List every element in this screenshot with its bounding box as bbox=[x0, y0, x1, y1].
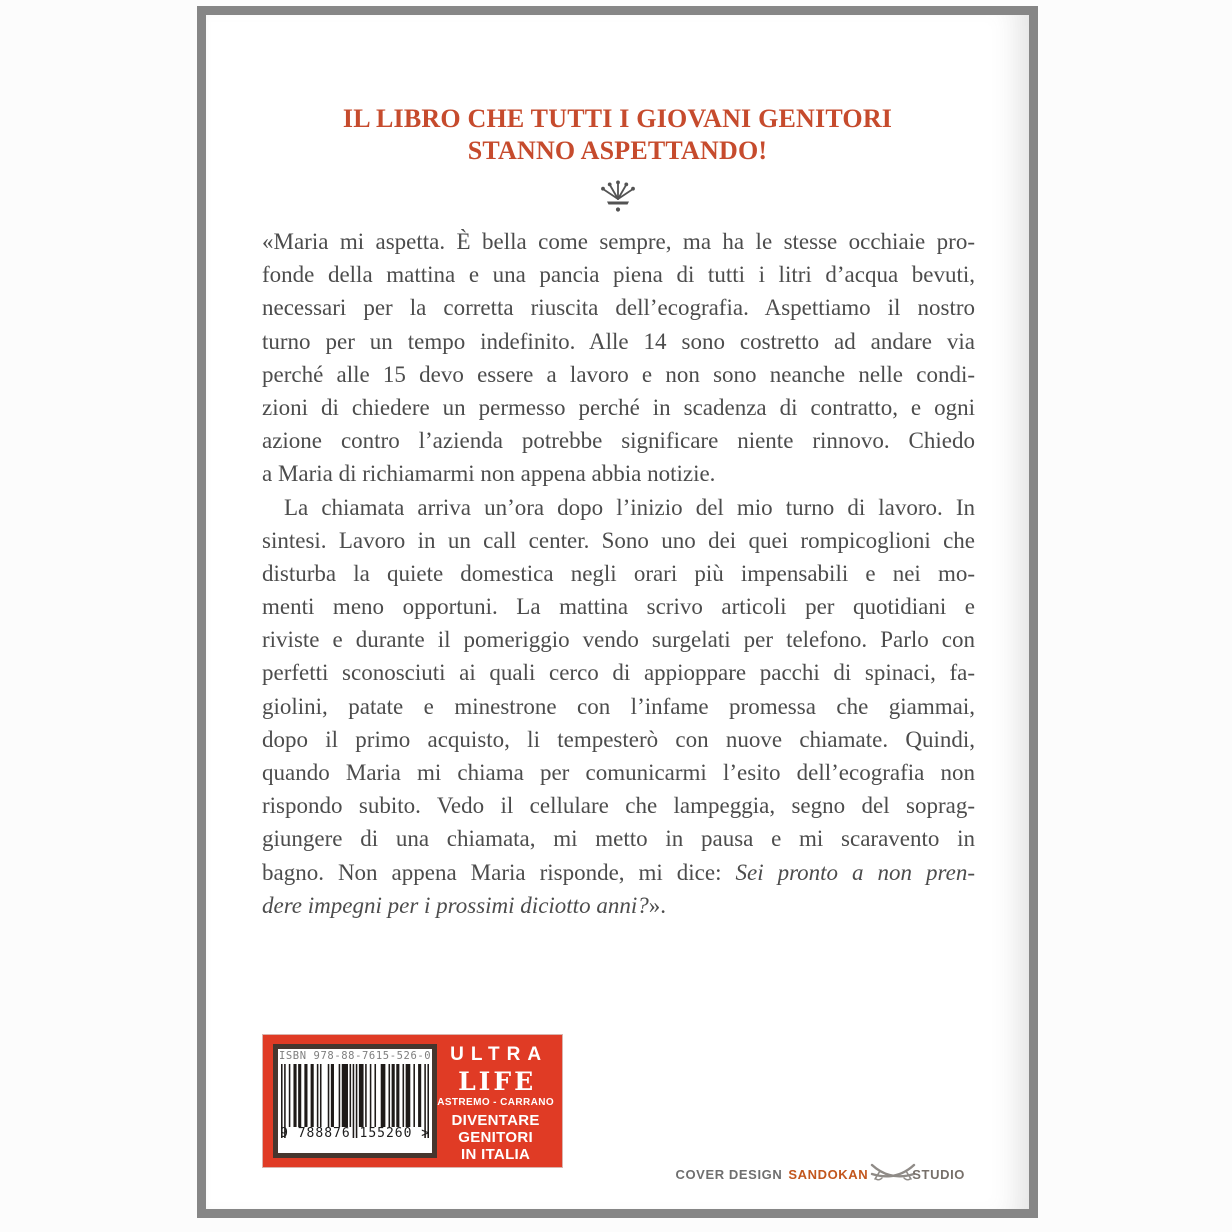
text-line: riviste e durante il pomeriggio vendo surgelati per telefono. Parlo con bbox=[262, 627, 975, 653]
series-title bbox=[451, 1112, 539, 1163]
series-life: LIFE bbox=[458, 1067, 537, 1096]
cover-design-credit bbox=[675, 1163, 965, 1185]
text-line: giolini, patate e minestrone con l’infame promessa che giammai, bbox=[262, 693, 975, 719]
credit-brand: SANDOKAN bbox=[788, 1166, 869, 1182]
series-label bbox=[437, 1044, 554, 1163]
text-line: dere impegni per i prossimi diciotto anni?». bbox=[262, 892, 666, 918]
barcode-digits: 9 788876 155260 > bbox=[280, 1126, 431, 1141]
credit-suffix: STUDIO bbox=[912, 1166, 965, 1182]
ornament-wrap bbox=[206, 177, 1029, 215]
text-line: fonde della mattina e una pancia piena di tutti i litri d’acqua bevuti, bbox=[262, 262, 975, 288]
tagline-line-1: IL LIBRO CHE TUTTI I GIOVANI GENITORI bbox=[342, 104, 893, 133]
text-line: quando Maria mi chiama per comunicarmi l’esito dell’ecografia non bbox=[262, 760, 975, 785]
barcode-block bbox=[273, 1044, 437, 1158]
text-line: sintesi. Lavoro in un call center. Sono uno dei quei rompicoglioni che bbox=[262, 527, 975, 553]
text-line: perché alle 15 devo essere a lavoro e non sono neanche nelle condi- bbox=[262, 361, 975, 387]
text-line: giungere di una chiamata, mi metto in pausa e mi scaravento in bbox=[262, 826, 975, 852]
series-title-line-1: DIVENTARE bbox=[451, 1112, 540, 1129]
text-line: necessari per la corretta riuscita dell’ecografia. Aspettiamo il nostro bbox=[262, 295, 975, 321]
series-title-line-3: IN ITALIA bbox=[461, 1146, 531, 1163]
crown-plume-icon bbox=[596, 177, 640, 215]
text-line: dopo il primo acquisto, li tempesterò con nuove chiamate. Quindi, bbox=[262, 726, 975, 752]
text-line: La chiamata arriva un’ora dopo l’inizio del mio turno di lavoro. In bbox=[284, 494, 975, 520]
tagline-line-2: STANNO ASPETTANDO! bbox=[467, 136, 768, 165]
series-badge bbox=[263, 1035, 562, 1167]
text-line: rispondo subito. Vedo il cellulare che lampeggia, segno del soprag- bbox=[262, 793, 975, 819]
text-line: menti meno opportuni. La mattina scrivo articoli per quotidiani e bbox=[262, 594, 975, 620]
text-line: disturba la quiete domestica negli orari più impensabili e nei mo- bbox=[262, 560, 975, 586]
credit-prefix: COVER DESIGN bbox=[675, 1166, 783, 1182]
text-line: azione contro l’azienda potrebbe significare niente rinnovo. Chiedo bbox=[262, 428, 975, 454]
tagline bbox=[206, 103, 1029, 167]
crossed-swords-icon bbox=[870, 1163, 916, 1185]
text-line: perfetti sconosciuti ai quali cerco di appioppare pacchi di spinaci, fa- bbox=[262, 660, 975, 686]
body-text bbox=[262, 225, 975, 922]
text-line: bagno. Non appena Maria risponde, mi dice: Sei pronto a non pren- bbox=[262, 859, 975, 885]
text-line: a Maria di richiamarmi non appena abbia notizie. bbox=[262, 461, 716, 487]
text-line: «Maria mi aspetta. È bella come sempre, ma ha le stesse occhiaie pro- bbox=[262, 229, 975, 254]
text-line: zioni di chiedere un permesso perché in scadenza di contratto, e ogni bbox=[262, 394, 975, 420]
series-authors: ASTREMO - CARRANO bbox=[437, 1097, 554, 1108]
series-title-line-2: GENITORI bbox=[458, 1129, 533, 1146]
isbn-label: ISBN 978-88-7615-526-0 bbox=[278, 1050, 432, 1062]
book-page bbox=[197, 6, 1038, 1218]
text-line: turno per un tempo indefinito. Alle 14 sono costretto ad andare via bbox=[262, 328, 975, 354]
series-ultra: ULTRA bbox=[450, 1044, 549, 1065]
